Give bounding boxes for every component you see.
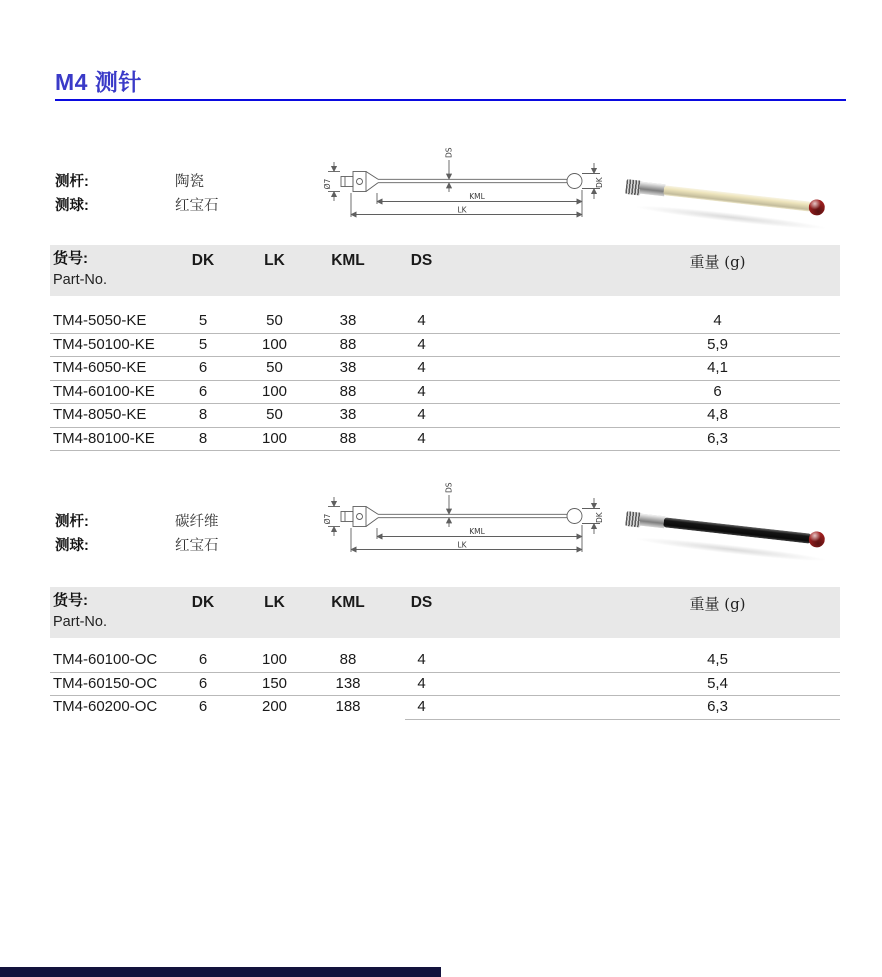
lk-cell: 150 [261, 674, 288, 692]
lk-cell: 100 [261, 382, 288, 400]
weight-cell: 6,3 [707, 698, 728, 715]
weight-cell: 4 [713, 312, 722, 329]
header-col-weight: 重量 (g) [689, 595, 746, 613]
spec-value-shaft: 碳纤维 [175, 514, 219, 530]
diagram-label-ds: DS [444, 147, 454, 158]
spec-label-ball: 测球: [55, 538, 89, 554]
ds-cell: 4 [417, 674, 426, 692]
kml-cell: 38 [339, 359, 357, 376]
diagram-label-lk: LK [457, 205, 467, 215]
lk-cell: 50 [266, 359, 283, 376]
header-part-no-zh: 货号: [53, 592, 88, 609]
parts-table-ceramic [50, 310, 840, 451]
weight-cell: 6 [713, 382, 722, 400]
part-number-cell: TM4-60100-OC [53, 651, 158, 668]
stylus-connector-neck [639, 182, 665, 197]
table-row [50, 696, 840, 720]
part-number-cell: TM4-6050-KE [53, 359, 147, 376]
part-number-cell: TM4-50100-KE [53, 335, 155, 353]
dk-cell: 5 [198, 335, 208, 353]
header-part-no-en: Part-No. [53, 614, 107, 630]
table-row [50, 381, 840, 405]
spec-value-ball: 红宝石 [175, 198, 219, 214]
lk-cell: 50 [266, 406, 283, 423]
stylus-photo-carbon [624, 496, 839, 562]
kml-cell: 188 [335, 698, 361, 715]
dk-cell: 6 [198, 698, 208, 715]
header-col-lk: LK [264, 594, 285, 611]
diagram-label-kml: KML [469, 192, 485, 201]
title-divider [55, 99, 846, 101]
stylus-dimension-diagram-carbon [310, 475, 610, 570]
kml-cell: 88 [339, 382, 357, 400]
table-row [50, 310, 840, 334]
dk-cell: 5 [198, 312, 208, 329]
header-part-no [50, 587, 168, 638]
diagram-label-d7: Ø7 [323, 178, 332, 190]
diagram-label-d7: Ø7 [323, 513, 332, 525]
ds-cell: 4 [417, 406, 426, 423]
diagram-label-dk: DK [595, 177, 604, 188]
table-row [50, 334, 840, 358]
header-col-dk: DK [191, 252, 215, 269]
header-col-kml: KML [331, 252, 365, 269]
kml-cell: 138 [335, 674, 361, 692]
spec-value-ball: 红宝石 [175, 538, 219, 554]
table-row [50, 673, 840, 697]
table-row [50, 404, 840, 428]
header-part-no-zh: 货号: [53, 250, 88, 267]
weight-cell: 4,5 [707, 651, 728, 668]
table-header-carbon [50, 587, 840, 638]
table-bottom-partial-rule [405, 719, 840, 720]
spec-label-ball: 测球: [55, 198, 89, 214]
lk-cell: 100 [261, 429, 288, 447]
page-title: M4 测针 [55, 69, 142, 95]
dk-cell: 6 [198, 674, 208, 692]
weight-cell: 6,3 [707, 429, 728, 447]
table-row [50, 649, 840, 673]
weight-cell: 5,4 [707, 674, 728, 692]
ds-cell: 4 [417, 312, 426, 329]
dk-cell: 6 [198, 382, 208, 400]
weight-cell: 4,1 [707, 359, 728, 376]
ds-cell: 4 [417, 651, 426, 668]
header-part-no-en: Part-No. [53, 272, 107, 288]
lk-cell: 200 [261, 698, 288, 715]
header-col-ds: DS [410, 594, 433, 611]
header-col-ds: DS [410, 252, 433, 269]
part-number-cell: TM4-60150-OC [53, 674, 158, 692]
ds-cell: 4 [417, 335, 426, 353]
spec-value-shaft: 陶瓷 [175, 174, 204, 190]
part-number-cell: TM4-8050-KE [53, 406, 147, 423]
part-number-cell: TM4-5050-KE [53, 312, 147, 329]
footer-bar [0, 967, 441, 977]
spec-label-shaft: 测杆: [55, 174, 89, 190]
weight-cell: 5,9 [707, 335, 728, 353]
header-col-dk: DK [191, 594, 215, 611]
header-col-kml: KML [331, 594, 365, 611]
kml-cell: 88 [339, 651, 357, 668]
dk-cell: 6 [198, 359, 208, 376]
weight-cell: 4,8 [707, 406, 728, 423]
stylus-connector-neck [639, 514, 665, 529]
kml-cell: 38 [339, 406, 357, 423]
header-col-lk: LK [264, 252, 285, 269]
lk-cell: 100 [261, 651, 288, 668]
part-number-cell: TM4-60200-OC [53, 698, 158, 715]
part-number-cell: TM4-80100-KE [53, 429, 155, 447]
ds-cell: 4 [417, 382, 426, 400]
dk-cell: 8 [198, 429, 208, 447]
table-row [50, 357, 840, 381]
dk-cell: 6 [198, 651, 208, 668]
kml-cell: 88 [339, 429, 357, 447]
ds-cell: 4 [417, 698, 426, 715]
stylus-photo-ceramic [624, 162, 839, 228]
table-row [50, 428, 840, 452]
dk-cell: 8 [198, 406, 208, 423]
header-part-no [50, 245, 168, 296]
stylus-ruby-ball [808, 531, 826, 549]
diagram-label-dk: DK [595, 512, 604, 523]
kml-cell: 38 [339, 312, 357, 329]
parts-table-carbon [50, 649, 840, 720]
spec-label-shaft: 测杆: [55, 514, 89, 530]
header-col-weight: 重量 (g) [689, 253, 746, 271]
stylus-ruby-ball [808, 199, 826, 217]
diagram-label-lk: LK [457, 540, 467, 550]
kml-cell: 88 [339, 335, 357, 353]
part-number-cell: TM4-60100-KE [53, 382, 155, 400]
ds-cell: 4 [417, 359, 426, 376]
diagram-label-kml: KML [469, 527, 485, 536]
diagram-label-ds: DS [444, 482, 454, 493]
table-header-ceramic [50, 245, 840, 296]
lk-cell: 50 [266, 312, 283, 329]
ds-cell: 4 [417, 429, 426, 447]
stylus-dimension-diagram-ceramic [310, 140, 610, 235]
lk-cell: 100 [261, 335, 288, 353]
